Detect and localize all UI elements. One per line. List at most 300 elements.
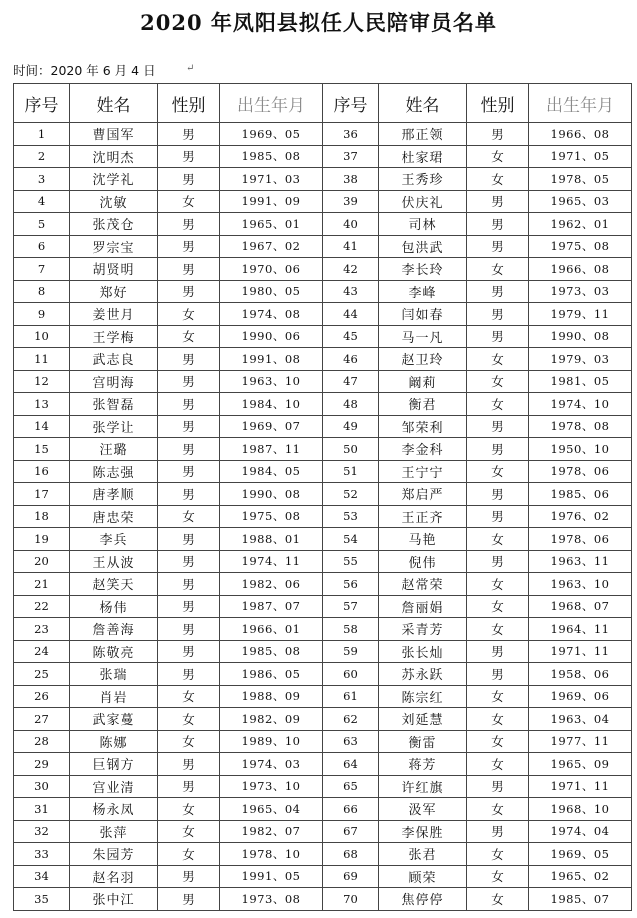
row-name-2: 蒋芳: [379, 753, 467, 776]
row-no-2: 47: [323, 370, 379, 393]
row-name: 胡贤明: [70, 258, 158, 281]
row-name: 沈敏: [70, 190, 158, 213]
table-row: [14, 370, 632, 393]
row-sex: 男: [158, 145, 220, 168]
row-birth-2: 1963、04: [529, 708, 632, 731]
table-row: [14, 708, 632, 731]
row-birth: 1982、07: [220, 820, 323, 843]
row-no-2: 36: [323, 123, 379, 146]
row-no: 14: [14, 415, 70, 438]
row-sex: 女: [158, 505, 220, 528]
row-no: 19: [14, 528, 70, 551]
row-name-2: 李保胜: [379, 820, 467, 843]
row-sex: 男: [158, 123, 220, 146]
document-title: 2020 年凤阳县拟任人民陪审员名单: [140, 10, 497, 35]
row-no: 6: [14, 235, 70, 258]
row-birth-2: 1965、03: [529, 190, 632, 213]
row-sex-2: 女: [467, 393, 529, 416]
table-row: [14, 843, 632, 866]
row-sex-2: 女: [467, 168, 529, 191]
row-birth: 1990、06: [220, 325, 323, 348]
row-no: 2: [14, 145, 70, 168]
row-no-2: 53: [323, 505, 379, 528]
row-name: 詹善海: [70, 618, 158, 641]
header-birth-2: 出生年月: [529, 84, 632, 123]
row-birth-2: 1985、07: [529, 888, 632, 911]
row-birth-2: 1958、06: [529, 663, 632, 686]
row-birth: 1963、10: [220, 370, 323, 393]
table-row: [14, 123, 632, 146]
row-sex: 男: [158, 573, 220, 596]
row-no: 12: [14, 370, 70, 393]
row-birth-2: 1974、04: [529, 820, 632, 843]
header-no: 序号: [14, 84, 70, 123]
row-name-2: 苏永跃: [379, 663, 467, 686]
row-no: 31: [14, 798, 70, 821]
table-row: [14, 573, 632, 596]
row-birth-2: 1962、01: [529, 213, 632, 236]
row-name: 宫明海: [70, 370, 158, 393]
row-no: 20: [14, 550, 70, 573]
row-name: 肖岩: [70, 685, 158, 708]
row-name-2: 包洪武: [379, 235, 467, 258]
row-sex-2: 男: [467, 663, 529, 686]
row-no-2: 62: [323, 708, 379, 731]
row-no: 26: [14, 685, 70, 708]
table-row: [14, 213, 632, 236]
row-no: 1: [14, 123, 70, 146]
row-sex: 男: [158, 550, 220, 573]
row-no-2: 55: [323, 550, 379, 573]
row-name-2: 邹荣利: [379, 415, 467, 438]
table-row: [14, 348, 632, 371]
row-sex: 男: [158, 618, 220, 641]
row-no-2: 51: [323, 460, 379, 483]
row-sex: 男: [158, 595, 220, 618]
row-sex: 女: [158, 325, 220, 348]
row-no: 32: [14, 820, 70, 843]
row-birth: 1965、01: [220, 213, 323, 236]
row-name: 曹国军: [70, 123, 158, 146]
row-name-2: 汲军: [379, 798, 467, 821]
row-birth-2: 1978、05: [529, 168, 632, 191]
row-name-2: 邢正领: [379, 123, 467, 146]
row-name: 张学让: [70, 415, 158, 438]
row-birth-2: 1968、10: [529, 798, 632, 821]
row-name: 陈志强: [70, 460, 158, 483]
row-birth-2: 1985、06: [529, 483, 632, 506]
row-sex: 男: [158, 663, 220, 686]
row-sex: 男: [158, 483, 220, 506]
row-sex: 女: [158, 685, 220, 708]
row-no: 30: [14, 775, 70, 798]
row-no: 35: [14, 888, 70, 911]
row-name-2: 李峰: [379, 280, 467, 303]
row-birth-2: 1978、06: [529, 460, 632, 483]
table-row: [14, 190, 632, 213]
row-no-2: 70: [323, 888, 379, 911]
row-sex-2: 男: [467, 505, 529, 528]
row-name: 张智磊: [70, 393, 158, 416]
row-name: 张瑞: [70, 663, 158, 686]
header-sex: 性别: [158, 84, 220, 123]
row-no-2: 48: [323, 393, 379, 416]
header-sex-2: 性别: [467, 84, 529, 123]
row-name-2: 王正齐: [379, 505, 467, 528]
row-name-2: 刘延慧: [379, 708, 467, 731]
table-row: [14, 663, 632, 686]
row-birth: 1987、11: [220, 438, 323, 461]
row-sex-2: 女: [467, 595, 529, 618]
row-no: 34: [14, 865, 70, 888]
row-birth-2: 1969、05: [529, 843, 632, 866]
row-sex-2: 女: [467, 753, 529, 776]
row-name: 李兵: [70, 528, 158, 551]
row-no-2: 66: [323, 798, 379, 821]
table-row: [14, 640, 632, 663]
row-sex-2: 女: [467, 370, 529, 393]
row-name-2: 衡雷: [379, 730, 467, 753]
row-no: 13: [14, 393, 70, 416]
row-birth-2: 1971、11: [529, 775, 632, 798]
row-name: 张茂仓: [70, 213, 158, 236]
row-name: 赵名羽: [70, 865, 158, 888]
row-no-2: 38: [323, 168, 379, 191]
row-name: 沈学礼: [70, 168, 158, 191]
header-birth: 出生年月: [220, 84, 323, 123]
row-no-2: 59: [323, 640, 379, 663]
row-name: 汪璐: [70, 438, 158, 461]
row-sex: 男: [158, 258, 220, 281]
row-sex-2: 女: [467, 730, 529, 753]
row-name-2: 司林: [379, 213, 467, 236]
juror-table: [13, 83, 632, 911]
row-sex-2: 女: [467, 528, 529, 551]
row-sex-2: 男: [467, 280, 529, 303]
row-sex-2: 男: [467, 640, 529, 663]
row-birth-2: 1981、05: [529, 370, 632, 393]
table-header-row: [14, 84, 632, 123]
row-no: 22: [14, 595, 70, 618]
row-no-2: 44: [323, 303, 379, 326]
row-sex: 女: [158, 820, 220, 843]
row-birth: 1965、04: [220, 798, 323, 821]
row-no: 21: [14, 573, 70, 596]
row-name: 沈明杰: [70, 145, 158, 168]
row-name-2: 陈宗红: [379, 685, 467, 708]
row-name-2: 李长玲: [379, 258, 467, 281]
row-sex-2: 女: [467, 145, 529, 168]
row-birth: 1985、08: [220, 145, 323, 168]
row-no: 24: [14, 640, 70, 663]
row-birth-2: 1964、11: [529, 618, 632, 641]
row-name: 巨钢方: [70, 753, 158, 776]
row-sex: 女: [158, 190, 220, 213]
row-birth-2: 1966、08: [529, 123, 632, 146]
row-no: 8: [14, 280, 70, 303]
row-no-2: 56: [323, 573, 379, 596]
row-birth: 1988、01: [220, 528, 323, 551]
row-name: 赵笑天: [70, 573, 158, 596]
table-row: [14, 820, 632, 843]
row-no: 3: [14, 168, 70, 191]
row-sex-2: 女: [467, 460, 529, 483]
row-name: 张中江: [70, 888, 158, 911]
row-birth-2: 1977、11: [529, 730, 632, 753]
row-sex: 男: [158, 168, 220, 191]
row-birth: 1989、10: [220, 730, 323, 753]
row-no-2: 65: [323, 775, 379, 798]
row-birth: 1966、01: [220, 618, 323, 641]
table-row: [14, 685, 632, 708]
row-sex-2: 女: [467, 258, 529, 281]
row-birth-2: 1979、03: [529, 348, 632, 371]
row-birth: 1991、08: [220, 348, 323, 371]
row-birth-2: 1990、08: [529, 325, 632, 348]
row-sex-2: 女: [467, 573, 529, 596]
row-sex: 女: [158, 730, 220, 753]
row-sex-2: 男: [467, 235, 529, 258]
row-birth-2: 1978、08: [529, 415, 632, 438]
row-name-2: 赵常荣: [379, 573, 467, 596]
table-row: [14, 528, 632, 551]
row-name: 陈娜: [70, 730, 158, 753]
paragraph-mark-icon: ↵: [186, 63, 195, 74]
row-sex: 男: [158, 460, 220, 483]
row-name: 张萍: [70, 820, 158, 843]
row-sex: 女: [158, 798, 220, 821]
row-no-2: 43: [323, 280, 379, 303]
row-birth: 1991、09: [220, 190, 323, 213]
row-name-2: 马艳: [379, 528, 467, 551]
row-no-2: 46: [323, 348, 379, 371]
row-sex: 男: [158, 370, 220, 393]
row-no-2: 52: [323, 483, 379, 506]
row-birth-2: 1975、08: [529, 235, 632, 258]
row-name: 罗宗宝: [70, 235, 158, 258]
header-name: 姓名: [70, 84, 158, 123]
row-no-2: 69: [323, 865, 379, 888]
row-sex: 男: [158, 348, 220, 371]
table-row: [14, 168, 632, 191]
row-no: 9: [14, 303, 70, 326]
row-birth: 1975、08: [220, 505, 323, 528]
row-no-2: 61: [323, 685, 379, 708]
row-no-2: 63: [323, 730, 379, 753]
row-no-2: 41: [323, 235, 379, 258]
row-no-2: 49: [323, 415, 379, 438]
row-sex-2: 男: [467, 483, 529, 506]
date-line: 时间：2020 年 6 月 4 日: [13, 63, 156, 78]
row-sex-2: 男: [467, 325, 529, 348]
row-birth: 1970、06: [220, 258, 323, 281]
row-birth-2: 1968、07: [529, 595, 632, 618]
table-row: [14, 595, 632, 618]
row-sex: 男: [158, 640, 220, 663]
row-no: 10: [14, 325, 70, 348]
row-name-2: 杜家珺: [379, 145, 467, 168]
row-sex: 男: [158, 280, 220, 303]
row-name: 宫业清: [70, 775, 158, 798]
row-birth: 1990、08: [220, 483, 323, 506]
row-name: 郑好: [70, 280, 158, 303]
table-row: [14, 505, 632, 528]
table-row: [14, 145, 632, 168]
row-no: 16: [14, 460, 70, 483]
row-sex: 男: [158, 393, 220, 416]
header-no-2: 序号: [323, 84, 379, 123]
row-birth: 1973、08: [220, 888, 323, 911]
row-sex: 女: [158, 708, 220, 731]
row-sex: 男: [158, 528, 220, 551]
row-no-2: 60: [323, 663, 379, 686]
table-row: [14, 865, 632, 888]
row-no-2: 37: [323, 145, 379, 168]
row-sex-2: 男: [467, 438, 529, 461]
row-no: 25: [14, 663, 70, 686]
table-row: [14, 303, 632, 326]
row-name-2: 闫如春: [379, 303, 467, 326]
row-birth: 1982、06: [220, 573, 323, 596]
row-name-2: 伏庆礼: [379, 190, 467, 213]
row-no-2: 50: [323, 438, 379, 461]
row-sex: 男: [158, 753, 220, 776]
row-name-2: 郑启严: [379, 483, 467, 506]
row-name: 杨伟: [70, 595, 158, 618]
row-birth: 1969、05: [220, 123, 323, 146]
row-birth: 1984、10: [220, 393, 323, 416]
row-name: 王从波: [70, 550, 158, 573]
table-row: [14, 550, 632, 573]
row-no: 33: [14, 843, 70, 866]
row-birth-2: 1971、11: [529, 640, 632, 663]
row-no: 28: [14, 730, 70, 753]
table-row: [14, 393, 632, 416]
row-birth-2: 1966、08: [529, 258, 632, 281]
row-sex-2: 女: [467, 348, 529, 371]
row-birth-2: 1973、03: [529, 280, 632, 303]
row-no: 27: [14, 708, 70, 731]
row-sex-2: 男: [467, 550, 529, 573]
row-birth-2: 1971、05: [529, 145, 632, 168]
row-birth: 1985、08: [220, 640, 323, 663]
table-row: [14, 235, 632, 258]
row-name: 唐孝顺: [70, 483, 158, 506]
row-no-2: 67: [323, 820, 379, 843]
row-no: 17: [14, 483, 70, 506]
row-sex-2: 女: [467, 888, 529, 911]
row-name: 唐忠荣: [70, 505, 158, 528]
row-sex: 女: [158, 303, 220, 326]
row-name-2: 李金科: [379, 438, 467, 461]
row-birth-2: 1965、02: [529, 865, 632, 888]
row-birth-2: 1978、06: [529, 528, 632, 551]
row-sex-2: 女: [467, 685, 529, 708]
row-sex-2: 女: [467, 798, 529, 821]
row-birth: 1967、02: [220, 235, 323, 258]
row-birth-2: 1963、11: [529, 550, 632, 573]
row-name-2: 詹丽娟: [379, 595, 467, 618]
row-no: 4: [14, 190, 70, 213]
row-name-2: 焦停停: [379, 888, 467, 911]
row-name-2: 马一凡: [379, 325, 467, 348]
row-birth: 1982、09: [220, 708, 323, 731]
row-name-2: 张君: [379, 843, 467, 866]
row-birth: 1973、10: [220, 775, 323, 798]
row-birth-2: 1979、11: [529, 303, 632, 326]
row-birth: 1974、08: [220, 303, 323, 326]
row-name: 朱园芳: [70, 843, 158, 866]
table-row: [14, 888, 632, 911]
row-sex-2: 男: [467, 415, 529, 438]
row-birth: 1986、05: [220, 663, 323, 686]
row-sex: 男: [158, 213, 220, 236]
row-sex: 男: [158, 235, 220, 258]
row-birth: 1984、05: [220, 460, 323, 483]
row-no: 15: [14, 438, 70, 461]
header-name-2: 姓名: [379, 84, 467, 123]
table-row: [14, 280, 632, 303]
row-no: 18: [14, 505, 70, 528]
row-name-2: 王宁宁: [379, 460, 467, 483]
row-birth: 1991、05: [220, 865, 323, 888]
row-birth: 1987、07: [220, 595, 323, 618]
row-sex-2: 女: [467, 618, 529, 641]
row-no-2: 58: [323, 618, 379, 641]
row-birth-2: 1965、09: [529, 753, 632, 776]
table-row: [14, 798, 632, 821]
row-birth-2: 1974、10: [529, 393, 632, 416]
row-name-2: 采青芳: [379, 618, 467, 641]
row-sex-2: 男: [467, 190, 529, 213]
row-sex-2: 男: [467, 775, 529, 798]
row-sex-2: 女: [467, 843, 529, 866]
table-row: [14, 415, 632, 438]
row-no: 7: [14, 258, 70, 281]
table-row: [14, 753, 632, 776]
table-row: [14, 618, 632, 641]
row-name: 姜世月: [70, 303, 158, 326]
row-birth-2: 1976、02: [529, 505, 632, 528]
row-no-2: 45: [323, 325, 379, 348]
row-birth: 1980、05: [220, 280, 323, 303]
row-sex: 男: [158, 415, 220, 438]
row-birth: 1971、03: [220, 168, 323, 191]
row-name-2: 许红旗: [379, 775, 467, 798]
row-name-2: 顾荣: [379, 865, 467, 888]
row-name: 武家蔓: [70, 708, 158, 731]
row-name-2: 王秀珍: [379, 168, 467, 191]
row-name-2: 倪伟: [379, 550, 467, 573]
table-row: [14, 775, 632, 798]
row-no-2: 68: [323, 843, 379, 866]
row-sex-2: 男: [467, 213, 529, 236]
row-birth-2: 1963、10: [529, 573, 632, 596]
row-name: 杨永凤: [70, 798, 158, 821]
row-sex-2: 女: [467, 708, 529, 731]
row-no-2: 39: [323, 190, 379, 213]
row-name-2: 衡君: [379, 393, 467, 416]
row-no: 11: [14, 348, 70, 371]
row-name-2: 赵卫玲: [379, 348, 467, 371]
row-birth: 1974、11: [220, 550, 323, 573]
row-no: 23: [14, 618, 70, 641]
row-no-2: 64: [323, 753, 379, 776]
table-row: [14, 438, 632, 461]
row-no: 29: [14, 753, 70, 776]
row-sex: 男: [158, 438, 220, 461]
table-row: [14, 460, 632, 483]
